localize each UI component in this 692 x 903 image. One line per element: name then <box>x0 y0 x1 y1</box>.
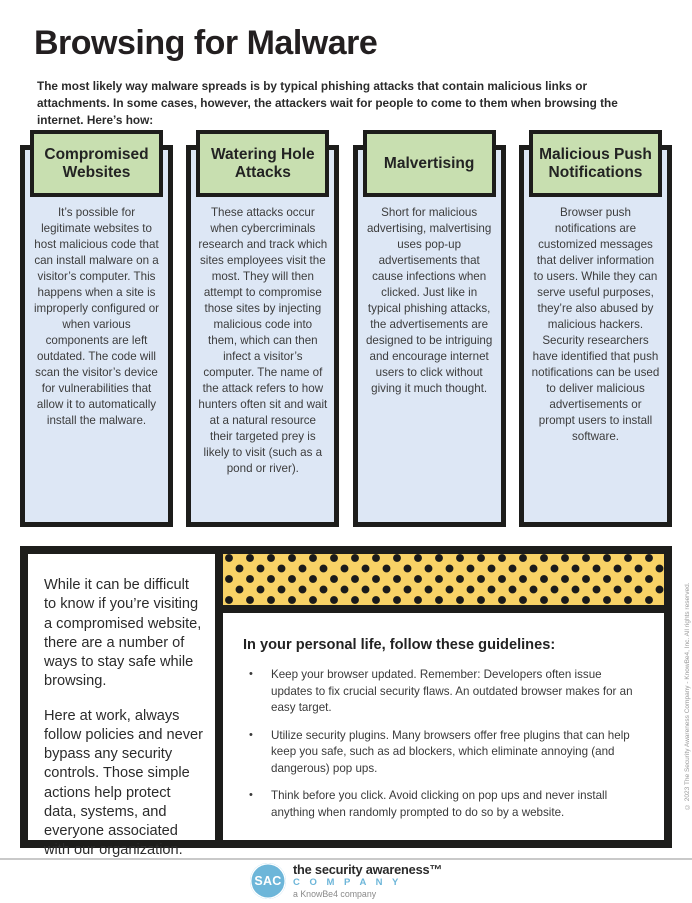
logo-company-word: C O M P A N Y <box>292 877 402 889</box>
column-body: These attacks occur when cybercriminals research and track which sites employees visit the most. They will then attempt to compromise those sites by injecting malicious code into them, which can then infect a visitor’s computer. The name of the attack refers to how hunters often sit and wait at a natural resource their targeted prey is likely to visit (such as a pond or river). <box>186 145 339 527</box>
guideline-item: • Utilize security plugins. Many browsers offer free plugins that can help keep you safe, such as ad blockers, which eliminate annoying (and dangerous) pop ups. <box>243 728 638 777</box>
column-body: It’s possible for legitimate websites to host malicious code that can install malware on a visitor’s computer. This happens when a site is improperly configured or when various components are left outdated. The code will scan the visitor’s device for vulnerabilities that allow it to automatically install the malware. <box>20 145 173 527</box>
column-header: Malicious Push Notifications <box>529 130 662 197</box>
attack-type-columns <box>20 130 672 527</box>
column-malvertising <box>353 130 506 527</box>
safety-paragraph: Here at work, always follow policies and never bypass any security controls. Those simple actions help protect data, systems, and everyone associated with our organization. <box>44 707 203 859</box>
column-watering-hole-attacks <box>186 130 339 527</box>
logo-knowbe4-tagline: a KnowBe4 company <box>292 888 377 899</box>
guideline-item: • Think before you click. Avoid clicking on pop ups and never install anything when randomly prompted to do so by a website. <box>243 788 638 821</box>
logo-text-block <box>293 863 442 900</box>
column-header: Compromised Websites <box>30 130 163 197</box>
copyright-vertical-text: © 2023 The Security Awareness Company - KnowBe4, Inc. All rights reserved. <box>684 582 691 810</box>
logo-brand-name: the security awareness™ <box>292 862 443 877</box>
polka-dot-decoration <box>223 554 664 605</box>
intro-paragraph: The most likely way malware spreads is by typical phishing attacks that contain malicious links or attachments. In some cases, however, the attackers wait for people to come to them when browsing the internet. Here’s how: <box>37 79 618 127</box>
guidelines-panel <box>223 613 664 840</box>
sac-logo-icon: SAC <box>250 863 286 899</box>
guideline-item: • Keep your browser updated. Remember: Developers often issue updates to fix crucial security flaws. An outdated browser makes for an easy target. <box>243 667 638 716</box>
column-malicious-push-notifications <box>519 130 672 527</box>
safety-intro-panel <box>28 554 215 859</box>
column-header: Malvertising <box>363 130 496 197</box>
page-title: Browsing for Malware <box>34 24 378 62</box>
footer-divider <box>0 858 692 860</box>
safety-right-area <box>223 554 664 840</box>
safety-paragraph: While it can be difficult to know if you’re visiting a compromised website, there are a number of ways to stay safe while browsing. <box>44 577 202 690</box>
guidelines-heading: In your personal life, follow these guidelines: <box>243 637 556 654</box>
column-header: Watering Hole Attacks <box>196 130 329 197</box>
column-body: Short for malicious advertising, malvertising uses pop-up advertisements that cause infections when clicked. Just like in typical phishing attacks, the advertisements are designed to be intriguing and encourage internet users to click without giving it much thought. <box>353 145 506 527</box>
column-compromised-websites <box>20 130 173 527</box>
safety-section <box>20 546 672 859</box>
sac-logo <box>250 863 442 900</box>
guidelines-list <box>243 667 638 821</box>
column-body: Browser push notifications are customized messages that deliver information to users. While they can serve useful purposes, they’re also abused by malicious hackers. Security researchers have identified that push notifications can be used to deliver malicious advertisements or prompt users to install software. <box>519 145 672 527</box>
